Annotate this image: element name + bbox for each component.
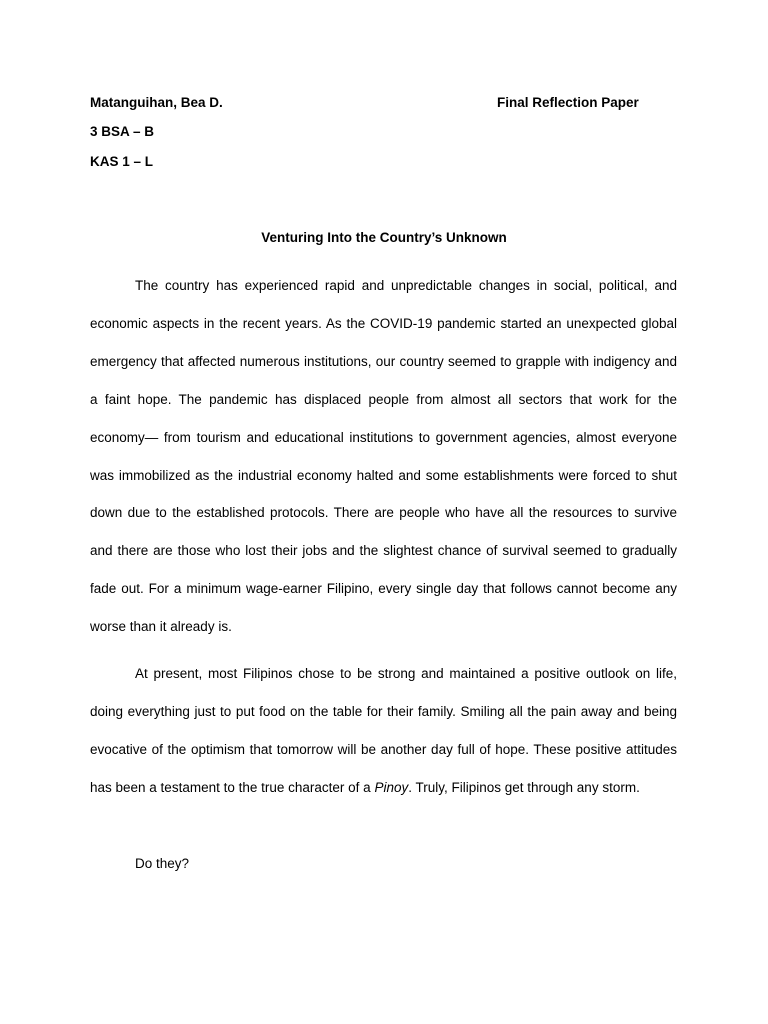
paragraph-3-question: Do they? [135, 856, 190, 871]
course-label: KAS 1 – L [90, 154, 154, 169]
pinoy-italic-word: Pinoy [374, 779, 409, 795]
paragraph-1: The country has experienced rapid and unpredictable changes in social, political, and economic aspects in the recent years. As the COVID-19 pandemic started an unexpected global emergency that affected numerous institutions, our country seemed to grapple with indigency and a faint hope. The pandemic has displaced people from almost all sectors that work for the economy— from tourism and educational institutions to government agencies, almost everyone was immobilized as the industrial economy halted and some establishments were forced to shut down due to the established protocols. There are people who have all the resources to survive and there are those who lost their jobs and the slightest chance of survival seemed to gradually fade out. For a minimum wage-earner Filipino, every single day that follows cannot become any worse than it already is. [90, 278, 677, 635]
paragraph-2 [90, 655, 677, 807]
section-label: 3 BSA – B [90, 124, 155, 139]
document-type: Final Reflection Paper [497, 95, 639, 110]
paper-title: Venturing Into the Country’s Unknown [261, 230, 507, 245]
paragraph-2-text-b: . Truly, Filipinos get through any storm. [408, 779, 640, 795]
author-name: Matanguihan, Bea D. [90, 95, 223, 110]
paragraph-2-text-a: At present, most Filipinos chose to be strong and maintained a positive outlook on life, doing everything just to put food on the table for their family. Smiling all the pain away and being evocative of the optimism that tomorrow will be another day full of hope. These positive attitudes has been a testament to the true character of a [90, 666, 677, 795]
